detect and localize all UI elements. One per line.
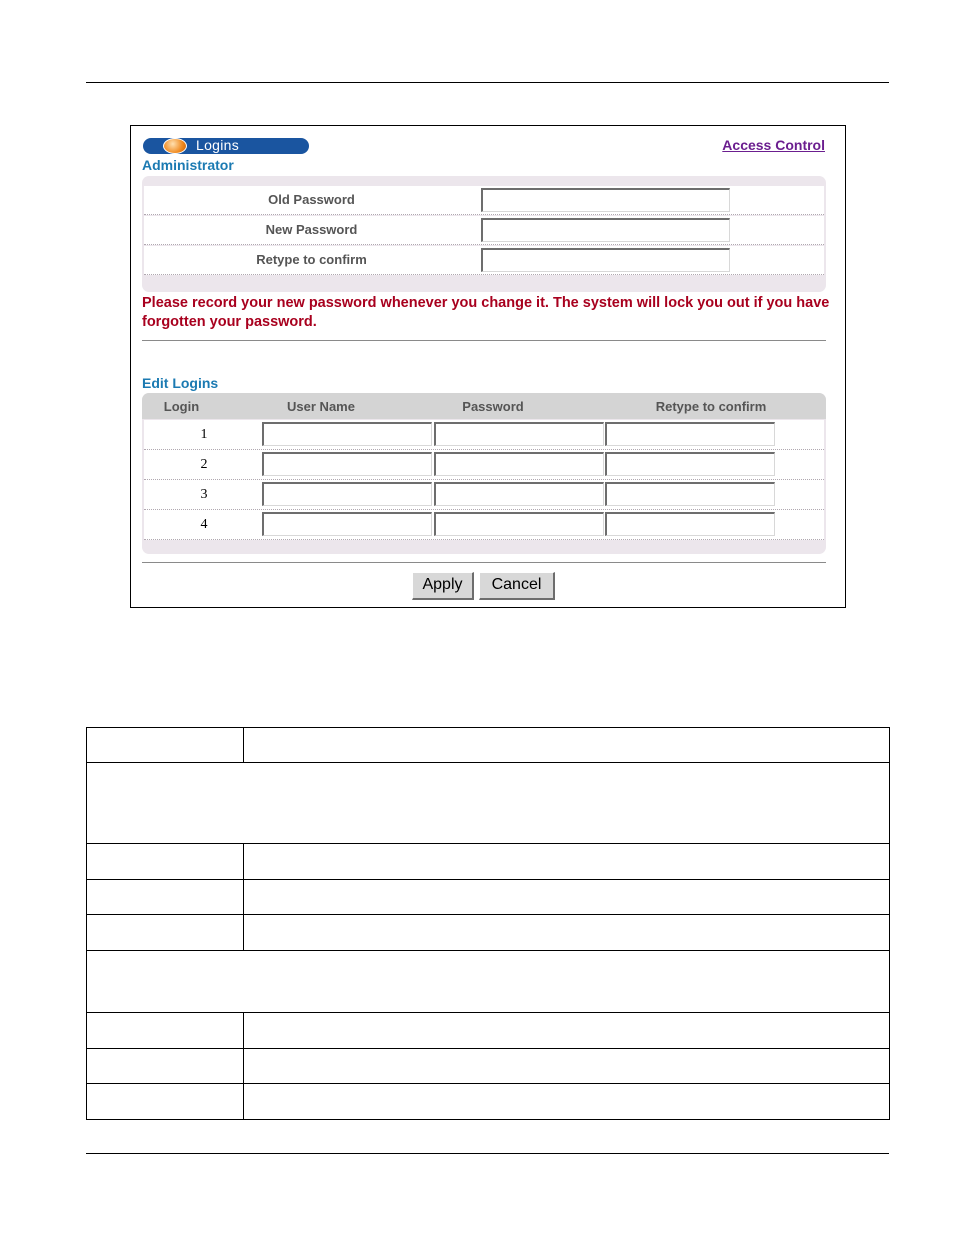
old-password-row	[144, 186, 824, 215]
table-cell	[243, 843, 890, 880]
retype-password-input[interactable]	[605, 422, 775, 446]
table-row	[144, 480, 824, 510]
divider	[142, 562, 826, 563]
table-cell	[86, 1048, 244, 1084]
table-cell	[86, 1012, 244, 1049]
retype-password-input[interactable]	[605, 482, 775, 506]
login-number: 4	[200, 517, 208, 532]
divider	[142, 340, 826, 341]
old-password-label: Old Password	[268, 192, 355, 207]
table-cell	[86, 879, 244, 915]
retype-password-field[interactable]	[481, 248, 730, 272]
table-cell	[86, 843, 244, 880]
table-row	[144, 450, 824, 480]
table-cell	[243, 1048, 890, 1084]
password-input[interactable]	[434, 422, 604, 446]
column-header-password: Password	[462, 399, 524, 414]
old-password-field[interactable]	[481, 188, 730, 212]
retype-password-label: Retype to confirm	[256, 252, 367, 267]
login-number: 2	[200, 457, 208, 472]
login-number: 3	[200, 487, 208, 502]
table-cell	[86, 727, 244, 763]
new-password-row	[144, 216, 824, 245]
logins-screen	[130, 125, 846, 608]
retype-password-input[interactable]	[605, 452, 775, 476]
table-cell	[86, 762, 890, 844]
column-header-login: Login	[163, 399, 200, 414]
column-header-user-name: User Name	[287, 399, 355, 414]
password-input[interactable]	[434, 482, 604, 506]
table-cell	[243, 727, 890, 763]
table-cell	[86, 914, 244, 951]
table-row	[144, 510, 824, 540]
new-password-label: New Password	[265, 222, 358, 237]
retype-password-input[interactable]	[605, 512, 775, 536]
apply-button[interactable]: Apply	[412, 572, 474, 600]
table-row	[144, 420, 824, 450]
table-cell	[86, 950, 890, 1013]
access-control-link[interactable]: Access Control	[722, 137, 825, 153]
page-bottom-rule	[86, 1153, 889, 1154]
page-top-rule	[86, 82, 889, 83]
edit-logins-section-title: Edit Logins	[142, 375, 219, 391]
retype-password-row	[144, 246, 824, 275]
cancel-button[interactable]: Cancel	[479, 572, 555, 600]
login-number: 1	[200, 427, 208, 442]
administrator-section-title: Administrator	[142, 157, 234, 173]
user-name-input[interactable]	[262, 422, 432, 446]
orange-ball-icon	[163, 138, 187, 154]
table-cell	[243, 1083, 890, 1120]
table-cell	[243, 914, 890, 951]
password-input[interactable]	[434, 452, 604, 476]
column-header-retype-to-confirm: Retype to confirm	[655, 399, 767, 414]
user-name-input[interactable]	[262, 452, 432, 476]
table-cell	[243, 879, 890, 915]
table-cell	[86, 1083, 244, 1120]
password-warning: Please record your new password whenever you change it. The system will lock you out if you have forgotten your password.	[142, 295, 830, 330]
table-header	[142, 393, 826, 419]
password-input[interactable]	[434, 512, 604, 536]
table-cell	[243, 1012, 890, 1049]
user-name-input[interactable]	[262, 482, 432, 506]
title-bar	[143, 138, 309, 154]
user-name-input[interactable]	[262, 512, 432, 536]
screen-title: Logins	[196, 137, 240, 153]
edit-logins-table	[142, 393, 826, 554]
new-password-field[interactable]	[481, 218, 730, 242]
administrator-panel	[142, 176, 826, 292]
